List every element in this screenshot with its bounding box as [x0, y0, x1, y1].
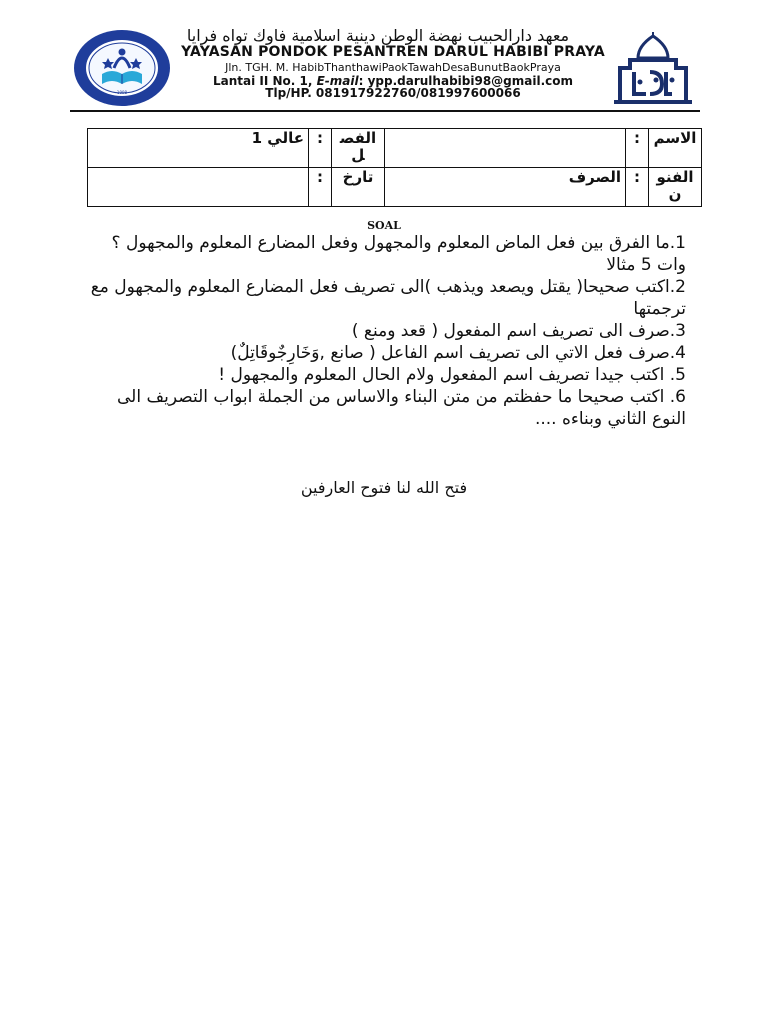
- class-label: الفصل: [332, 129, 385, 168]
- foundation-name: YAYASAN PONDOK PESANTREN DARUL HABIBI PRAYA: [181, 44, 605, 60]
- name-value[interactable]: [385, 129, 626, 168]
- date-label: تارخ: [332, 168, 385, 207]
- foundation-address: Jln. TGH. M. HabibThanthawiPaokTawahDesaBunutBaokPraya: [225, 61, 561, 74]
- question-4: 4.صرف فعل الاتي الى تصريف اسم الفاعل ( صانع ,وَخَارِجٌوقَاتِلٌ): [230, 343, 686, 363]
- seal-year: 1998: [116, 90, 128, 95]
- date-colon: :: [309, 168, 332, 207]
- class-colon: :: [309, 129, 332, 168]
- date-value[interactable]: [88, 168, 309, 207]
- question-6: 6. اكتب صحيحا ما حفظتم من متن البناء والاساس من الجملة ابواب التصريف الى النوع الثاني وبناءه ....: [117, 387, 686, 429]
- email-label: E-mail: [316, 74, 359, 88]
- subject-colon: :: [626, 168, 649, 207]
- question-list: [80, 232, 686, 430]
- email-address[interactable]: : ypp.darulhabibi98@gmail.com: [358, 74, 574, 88]
- question-3: 3.صرف الى تصريف اسم المفعول ( قعد ومنع ): [351, 321, 686, 341]
- soal-heading: SOAL: [367, 219, 401, 232]
- question-2: 2.اكتب صحيحا( يقتل ويصعد ويذهب )الى تصريف فعل المضارع المعلوم والمجهول مع ترجمتها: [90, 277, 686, 319]
- question-1: 1.ما الفرق بين فعل الماض المعلوم والمجهول وفعل المضارع المعلوم والمجهول ؟ وات 5 مثالا: [111, 233, 686, 275]
- closing-prayer: فتح الله لنا فتوح العارفين: [300, 478, 468, 497]
- phone-numbers: Tlp/HP. 081917922760/081997600066: [265, 86, 521, 100]
- table-row: [88, 129, 702, 168]
- subject-value[interactable]: الصرف: [385, 168, 626, 207]
- institution-arabic-name: معهد دارالحبيب نهضة الوطن دينية اسلامية فاوك تواه فرايا: [186, 26, 570, 45]
- letterhead: [70, 26, 702, 112]
- table-row: [88, 168, 702, 207]
- name-label: الاسم: [649, 129, 702, 168]
- arabic-calligraphy-mosque-icon: [610, 32, 696, 106]
- question-5: 5. اكتب جيدا تصريف اسم المفعول ولام الحال المعلوم والمجهول !: [218, 365, 686, 385]
- student-info-table: [87, 128, 702, 207]
- class-value[interactable]: عالي 1: [88, 129, 309, 168]
- name-colon: :: [626, 129, 649, 168]
- letterhead-divider: [70, 110, 700, 112]
- subject-label: الفنون: [649, 168, 702, 207]
- floor-text: Lantai II No. 1,: [212, 74, 317, 88]
